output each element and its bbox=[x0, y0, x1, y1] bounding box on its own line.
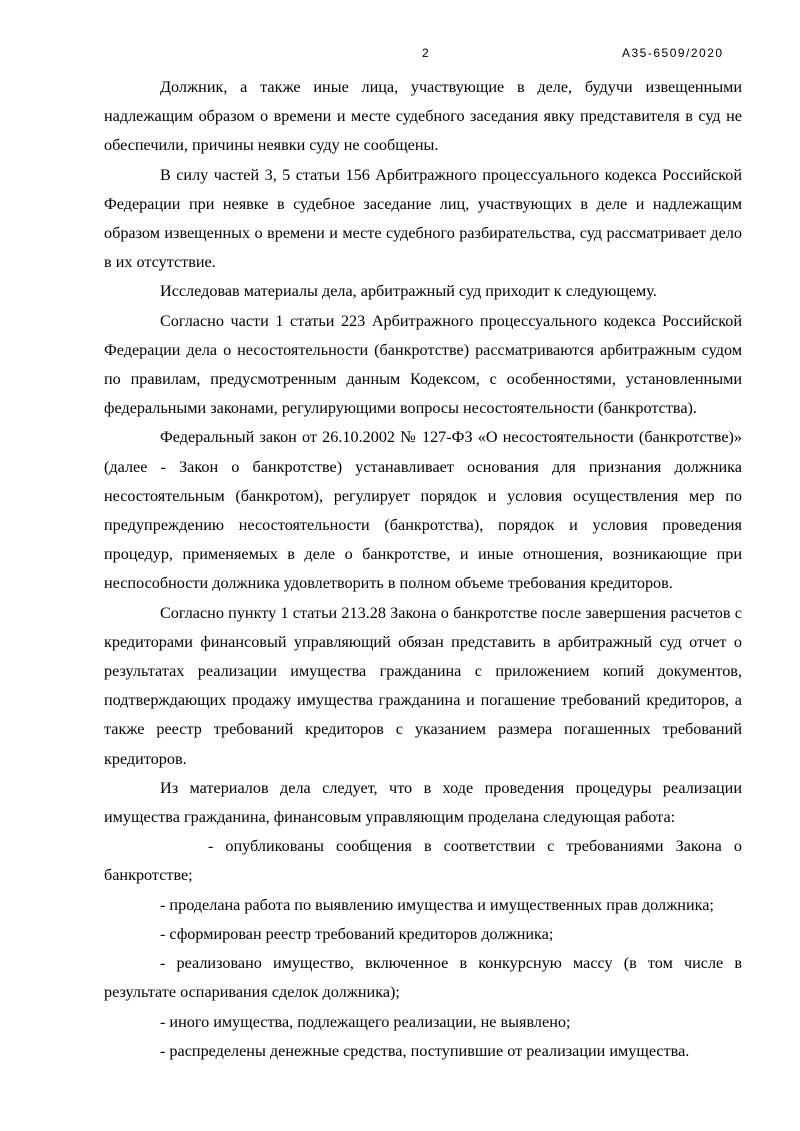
paragraph: Исследовав материалы дела, арбитражный суд приходит к следующему. bbox=[160, 282, 657, 301]
paragraph: Должник, а также иные лица, участвующие в деле, будучи извещенными надлежащим образом о времени и месте судебного заседания явку представителя в суд не обеспечили, причины неявки суду не сообщены. bbox=[104, 78, 742, 155]
page-number: 2 bbox=[422, 46, 430, 60]
paragraph: Согласно пункту 1 статьи 213.28 Закона о банкротстве после завершения расчетов с кредиторами финансовый управляющий обязан представить в арбитражный суд отчет о результатах реализации имущества гражданина с приложением копий документов, подтверждающих продажу имущества гражданина и погашение требований кредиторов, а также реестр требований кредиторов с указанием размера погашенных требований кредиторов. bbox=[104, 603, 742, 768]
paragraph: В силу частей 3, 5 статьи 156 Арбитражного процессуального кодекса Российской Федерации при неявке в судебное заседание лиц, участвующих в деле и надлежащим образом извещенных о времени и месте судебного разбирательства, суд рассматривает дело в их отсутствие. bbox=[104, 165, 742, 272]
list-item: - опубликованы сообщения в соответствии с требованиями Закона о банкротстве; bbox=[104, 837, 742, 885]
list-item: - сформирован реестр требований кредиторов должника; bbox=[160, 924, 554, 943]
list-item: - реализовано имущество, включенное в конкурсную массу (в том числе в результате оспаривания сделок должника); bbox=[104, 954, 742, 1002]
paragraph: Из материалов дела следует, что в ходе проведения процедуры реализации имущества гражданина, финансовым управляющим проделана следующая работа: bbox=[104, 778, 742, 827]
list-item: - иного имущества, подлежащего реализации, не выявлено; bbox=[160, 1012, 571, 1031]
case-number: А35-6509/2020 bbox=[622, 46, 724, 60]
list-item: - проделана работа по выявлению имущества и имущественных прав должника; bbox=[160, 895, 714, 914]
list-item: - распределены денежные средства, поступившие от реализации имущества. bbox=[160, 1041, 690, 1060]
paragraph: Федеральный закон от 26.10.2002 № 127-ФЗ «О несостоятельности (банкротстве)» (далее - Закон о банкротстве) устанавливает основания для признания должника несостоятельным (банкротом), регулирует порядок и условия осуществления мер по предупреждению несостоятельности (банкротства), порядок и условия проведения процедур, применяемых в деле о банкротстве, и иные отношения, возникающие при неспособности должника удовлетворить в полном объеме требования кредиторов. bbox=[104, 428, 742, 593]
paragraph: Согласно части 1 статьи 223 Арбитражного процессуального кодекса Российской Федерации дела о несостоятельности (банкротстве) рассматриваются арбитражным судом по правилам, предусмотренным данным Кодексом, с особенностями, установленными федеральными законами, регулирующими вопросы несостоятельности (банкротства). bbox=[104, 311, 742, 418]
document-body bbox=[104, 73, 742, 1066]
